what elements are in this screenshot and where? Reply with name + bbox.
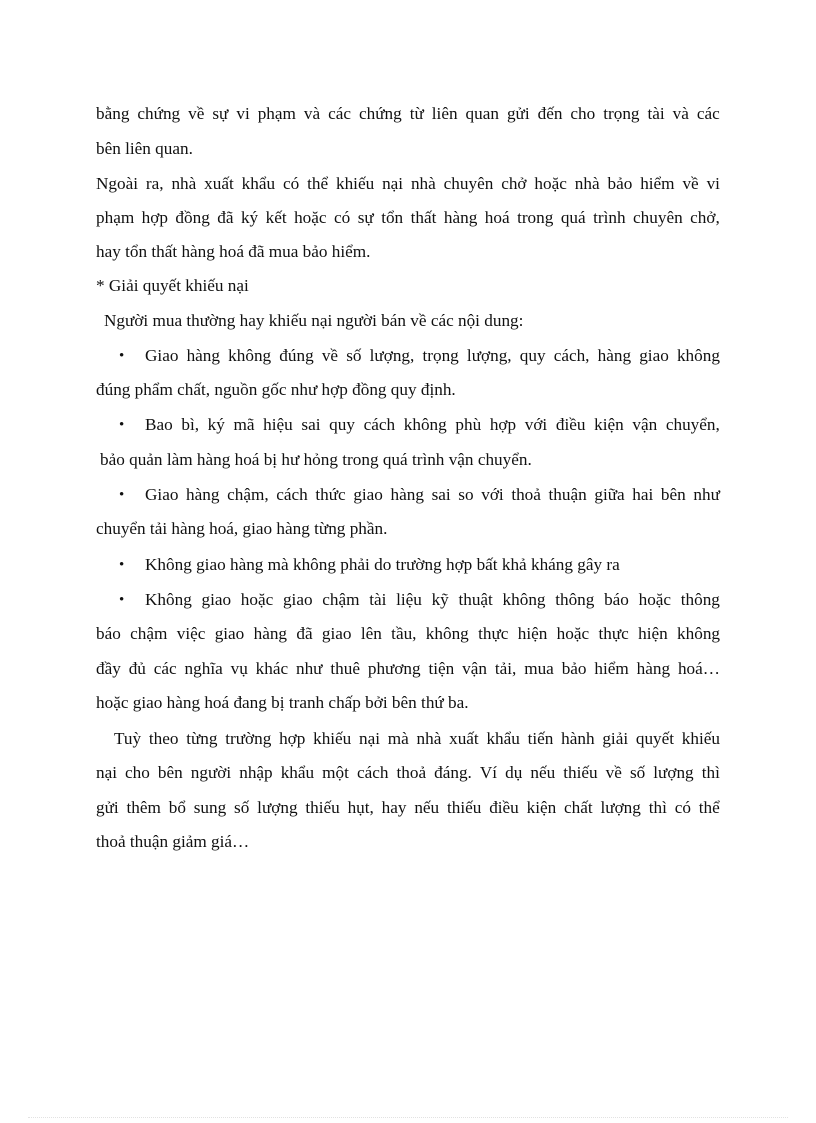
word: như <box>295 659 323 678</box>
word: với <box>481 485 504 504</box>
word: nhà <box>416 729 442 748</box>
word: không <box>502 590 546 609</box>
word: vi <box>706 174 720 193</box>
word: trọng <box>603 104 640 123</box>
word: có <box>674 798 691 817</box>
word: trong <box>517 208 554 227</box>
paragraph-line <box>0 173 816 195</box>
paragraph-line <box>0 103 816 125</box>
page-bottom-divider <box>28 1117 788 1118</box>
word: và <box>303 104 321 123</box>
word: kiện <box>594 415 624 434</box>
word: hụt, <box>347 798 374 817</box>
word: tiến <box>527 729 554 748</box>
word: nhà <box>574 174 600 193</box>
word: kỹ <box>431 590 449 609</box>
word: bì, <box>181 415 200 434</box>
word: và <box>672 104 689 123</box>
word: đầy <box>96 659 121 678</box>
word: không <box>228 346 272 365</box>
word: sự <box>212 104 229 123</box>
word: thông <box>680 590 720 609</box>
word: giao <box>353 485 383 504</box>
word: không <box>403 415 447 434</box>
word: thuật <box>458 590 493 609</box>
word: sung <box>193 798 227 817</box>
word: thức <box>315 485 346 504</box>
word: chở <box>501 174 527 193</box>
word: giao <box>321 624 352 643</box>
word: bên <box>157 763 183 782</box>
word: sai <box>301 415 321 434</box>
word: liên <box>431 104 458 123</box>
word: đủ <box>128 659 146 678</box>
word: giữa <box>594 485 625 504</box>
word: đồng <box>175 208 210 227</box>
word: không <box>677 624 720 643</box>
word: thiếu <box>305 798 340 817</box>
word: hàng <box>390 485 424 504</box>
word: quy <box>329 415 355 434</box>
word: tài <box>369 590 387 609</box>
word: lượng, <box>466 346 512 365</box>
word: nhà <box>171 174 197 193</box>
word: tài <box>647 104 665 123</box>
word: về <box>605 763 622 782</box>
word: mua <box>524 659 554 678</box>
word: hay <box>381 798 407 817</box>
word: thể <box>698 798 720 817</box>
word: mà <box>387 729 409 748</box>
word: nại <box>382 174 404 193</box>
word: từng <box>186 729 218 748</box>
word: lên <box>360 624 382 643</box>
word: cách <box>363 415 396 434</box>
word: trường <box>225 729 272 748</box>
word: phù <box>455 415 482 434</box>
word: tiện <box>428 659 455 678</box>
word: chuyển, <box>665 415 720 434</box>
word: cho <box>125 763 150 782</box>
word: hiện <box>638 624 668 643</box>
word: kiện <box>526 798 557 817</box>
word: khẩu <box>241 174 276 193</box>
word: lượng <box>257 798 298 817</box>
word: khẩu <box>486 729 520 748</box>
word: khiếu <box>335 174 375 193</box>
paragraph-line <box>96 831 816 853</box>
word: vi <box>236 104 250 123</box>
word: thoả <box>396 763 427 782</box>
word: thông <box>555 590 595 609</box>
bullet-line <box>0 345 816 367</box>
word: số <box>629 763 646 782</box>
word: thất <box>410 208 437 227</box>
word: nếu <box>414 798 440 817</box>
bullet-text: bảo quản làm hàng hoá bị hư hỏng trong quá trình vận chuyển. <box>100 450 532 469</box>
word: có <box>282 174 300 193</box>
paragraph-line <box>0 797 816 819</box>
word: chậm <box>130 624 168 643</box>
word: chậm, <box>227 485 269 504</box>
word: đã <box>296 624 313 643</box>
intro-line <box>104 310 816 332</box>
bullet-icon: • <box>119 592 125 608</box>
word: trình <box>593 208 626 227</box>
word: giao <box>282 590 313 609</box>
word: đến <box>537 104 563 123</box>
word: báo <box>96 624 121 643</box>
bullet-text: đúng phẩm chất, nguồn gốc như hợp đồng quy định. <box>96 380 456 399</box>
word: trọng <box>422 346 459 365</box>
word: từ <box>409 104 424 123</box>
word: hành <box>561 729 595 748</box>
word: Ví <box>479 763 498 782</box>
bullet-text: chuyển tải hàng hoá, giao hàng từng phần. <box>96 519 388 538</box>
word: kết <box>265 208 287 227</box>
word: cách <box>356 763 389 782</box>
word: nghĩa <box>184 659 223 678</box>
word: so <box>458 485 474 504</box>
bullet-text: hoặc giao hàng hoá đang bị tranh chấp bởi bên thứ ba. <box>96 693 469 712</box>
word: không <box>676 346 720 365</box>
word: sự <box>357 208 374 227</box>
word: việc <box>176 624 206 643</box>
paragraph-line <box>0 728 816 750</box>
word: số <box>346 346 362 365</box>
word: tổn <box>381 208 404 227</box>
word: với <box>524 415 548 434</box>
word: quá <box>560 208 586 227</box>
word: phạm <box>96 208 135 227</box>
word: Bao <box>145 415 173 434</box>
word: điều <box>489 798 519 817</box>
bullet-line <box>0 414 816 436</box>
word: về <box>321 346 339 365</box>
paragraph-line <box>0 207 816 229</box>
section-heading <box>96 275 816 297</box>
word: Tuỳ <box>114 729 142 748</box>
word: nại <box>359 729 381 748</box>
word: các <box>153 659 177 678</box>
word: người <box>190 763 232 782</box>
word: cách, <box>553 346 590 365</box>
word: tải, <box>494 659 517 678</box>
word: nhà <box>410 174 436 193</box>
word: xuất <box>204 174 234 193</box>
word: hoá <box>484 208 510 227</box>
bullet-line <box>100 449 816 471</box>
word: chứng <box>137 104 181 123</box>
word: giải <box>602 729 629 748</box>
word: dụ <box>505 763 523 782</box>
word: vận <box>632 415 658 434</box>
word: hai <box>632 485 654 504</box>
word: sai <box>431 485 451 504</box>
word: về <box>682 174 699 193</box>
word: hợp <box>141 208 168 227</box>
word: Giao <box>145 346 179 365</box>
word: số <box>234 798 250 817</box>
word: các <box>696 104 720 123</box>
word: thuê <box>330 659 360 678</box>
word: bổ <box>168 798 186 817</box>
word: các <box>328 104 351 123</box>
word: đáng. <box>434 763 472 782</box>
word: hiểm <box>594 659 629 678</box>
word: khiếu <box>313 729 352 748</box>
word: hàng <box>186 346 220 365</box>
word: lượng, <box>369 346 415 365</box>
word: chở, <box>690 208 720 227</box>
word: phạm <box>257 104 296 123</box>
word: tầu, <box>391 624 417 643</box>
word: có <box>334 208 351 227</box>
word: vụ <box>230 659 248 678</box>
word: Giao <box>145 485 179 504</box>
bullet-icon: • <box>119 557 125 573</box>
word: lượng <box>653 763 694 782</box>
word: hoặc <box>294 208 327 227</box>
bullet-line <box>145 554 816 576</box>
word: chuyên <box>443 174 494 193</box>
paragraph-line <box>96 241 816 263</box>
bullet-line <box>0 623 816 645</box>
bullet-line <box>0 658 816 680</box>
word: gửi <box>96 798 119 817</box>
word: hiệu <box>263 415 293 434</box>
word: bảo <box>607 174 633 193</box>
word: theo <box>148 729 179 748</box>
paragraph-line <box>0 762 816 784</box>
bullet-line <box>0 484 816 506</box>
word: thiếu <box>446 798 482 817</box>
word: thêm <box>126 798 161 817</box>
bullet-line <box>96 692 816 714</box>
word: hợp <box>279 729 306 748</box>
word: Ngoài <box>96 174 139 193</box>
word: giao <box>214 624 245 643</box>
word: chất <box>564 798 593 817</box>
word: điều <box>555 415 586 434</box>
word: nếu <box>530 763 556 782</box>
word: cho <box>570 104 596 123</box>
word: giao <box>639 346 669 365</box>
word: báo <box>604 590 629 609</box>
word: một <box>322 763 349 782</box>
word: ký <box>207 415 225 434</box>
word: thì <box>648 798 667 817</box>
word: về <box>188 104 205 123</box>
word: hoá… <box>677 659 720 678</box>
word: xuất <box>449 729 479 748</box>
intro-text: Người mua thường hay khiếu nại người bán về các nội dung: <box>104 311 524 330</box>
word: hàng <box>253 624 288 643</box>
word: quyết <box>635 729 675 748</box>
bullet-line <box>96 518 816 540</box>
word: hàng <box>636 659 671 678</box>
paragraph-text: hay tổn thất hàng hoá đã mua bảo hiểm. <box>96 242 371 261</box>
word: phương <box>367 659 421 678</box>
word: nhập <box>239 763 273 782</box>
word: bằng <box>96 104 130 123</box>
word: hợp <box>489 415 517 434</box>
word: thể <box>307 174 329 193</box>
word: vận <box>462 659 487 678</box>
word: như <box>693 485 720 504</box>
word: thì <box>701 763 720 782</box>
bullet-line <box>96 379 816 401</box>
section-heading-text: * Giải quyết khiếu nại <box>96 276 249 295</box>
word: Không <box>145 590 192 609</box>
word: gửi <box>506 104 530 123</box>
word: mã <box>233 415 255 434</box>
word: quy <box>519 346 546 365</box>
word: khiếu <box>681 729 720 748</box>
word: cách <box>276 485 308 504</box>
word: ký <box>240 208 259 227</box>
word: hoặc <box>240 590 274 609</box>
word: quan <box>465 104 499 123</box>
word: thuận <box>548 485 587 504</box>
word: chứng <box>358 104 402 123</box>
word: hoặc <box>556 624 590 643</box>
word: đã <box>217 208 234 227</box>
bullet-icon: • <box>119 348 125 364</box>
word: hàng <box>443 208 478 227</box>
word: thực <box>598 624 629 643</box>
word: ra, <box>145 174 164 193</box>
word: thực <box>478 624 509 643</box>
word: hàng <box>186 485 220 504</box>
word: chuyên <box>633 208 683 227</box>
word: liệu <box>396 590 422 609</box>
paragraph-text: bên liên quan. <box>96 139 193 158</box>
word: chậm <box>322 590 360 609</box>
word: khẩu <box>280 763 315 782</box>
bullet-icon: • <box>119 417 125 433</box>
word: thiếu <box>563 763 598 782</box>
word: đúng <box>279 346 314 365</box>
word: khác <box>255 659 289 678</box>
word: lượng <box>600 798 641 817</box>
word: nại <box>96 763 117 782</box>
word: bên <box>660 485 686 504</box>
bullet-icon: • <box>119 487 125 503</box>
bullet-line <box>0 589 816 611</box>
word: hoặc <box>638 590 672 609</box>
paragraph-line <box>96 138 816 160</box>
word: không <box>425 624 469 643</box>
bullet-text: Không giao hàng mà không phải do trường hợp bất khả kháng gây ra <box>145 555 620 574</box>
word: hàng <box>597 346 632 365</box>
word: giao <box>201 590 232 609</box>
word: thoả <box>511 485 541 504</box>
paragraph-text: thoả thuận giảm giá… <box>96 832 250 851</box>
word: hiện <box>517 624 548 643</box>
word: hiểm <box>640 174 675 193</box>
word: bảo <box>561 659 587 678</box>
word: hoặc <box>534 174 567 193</box>
